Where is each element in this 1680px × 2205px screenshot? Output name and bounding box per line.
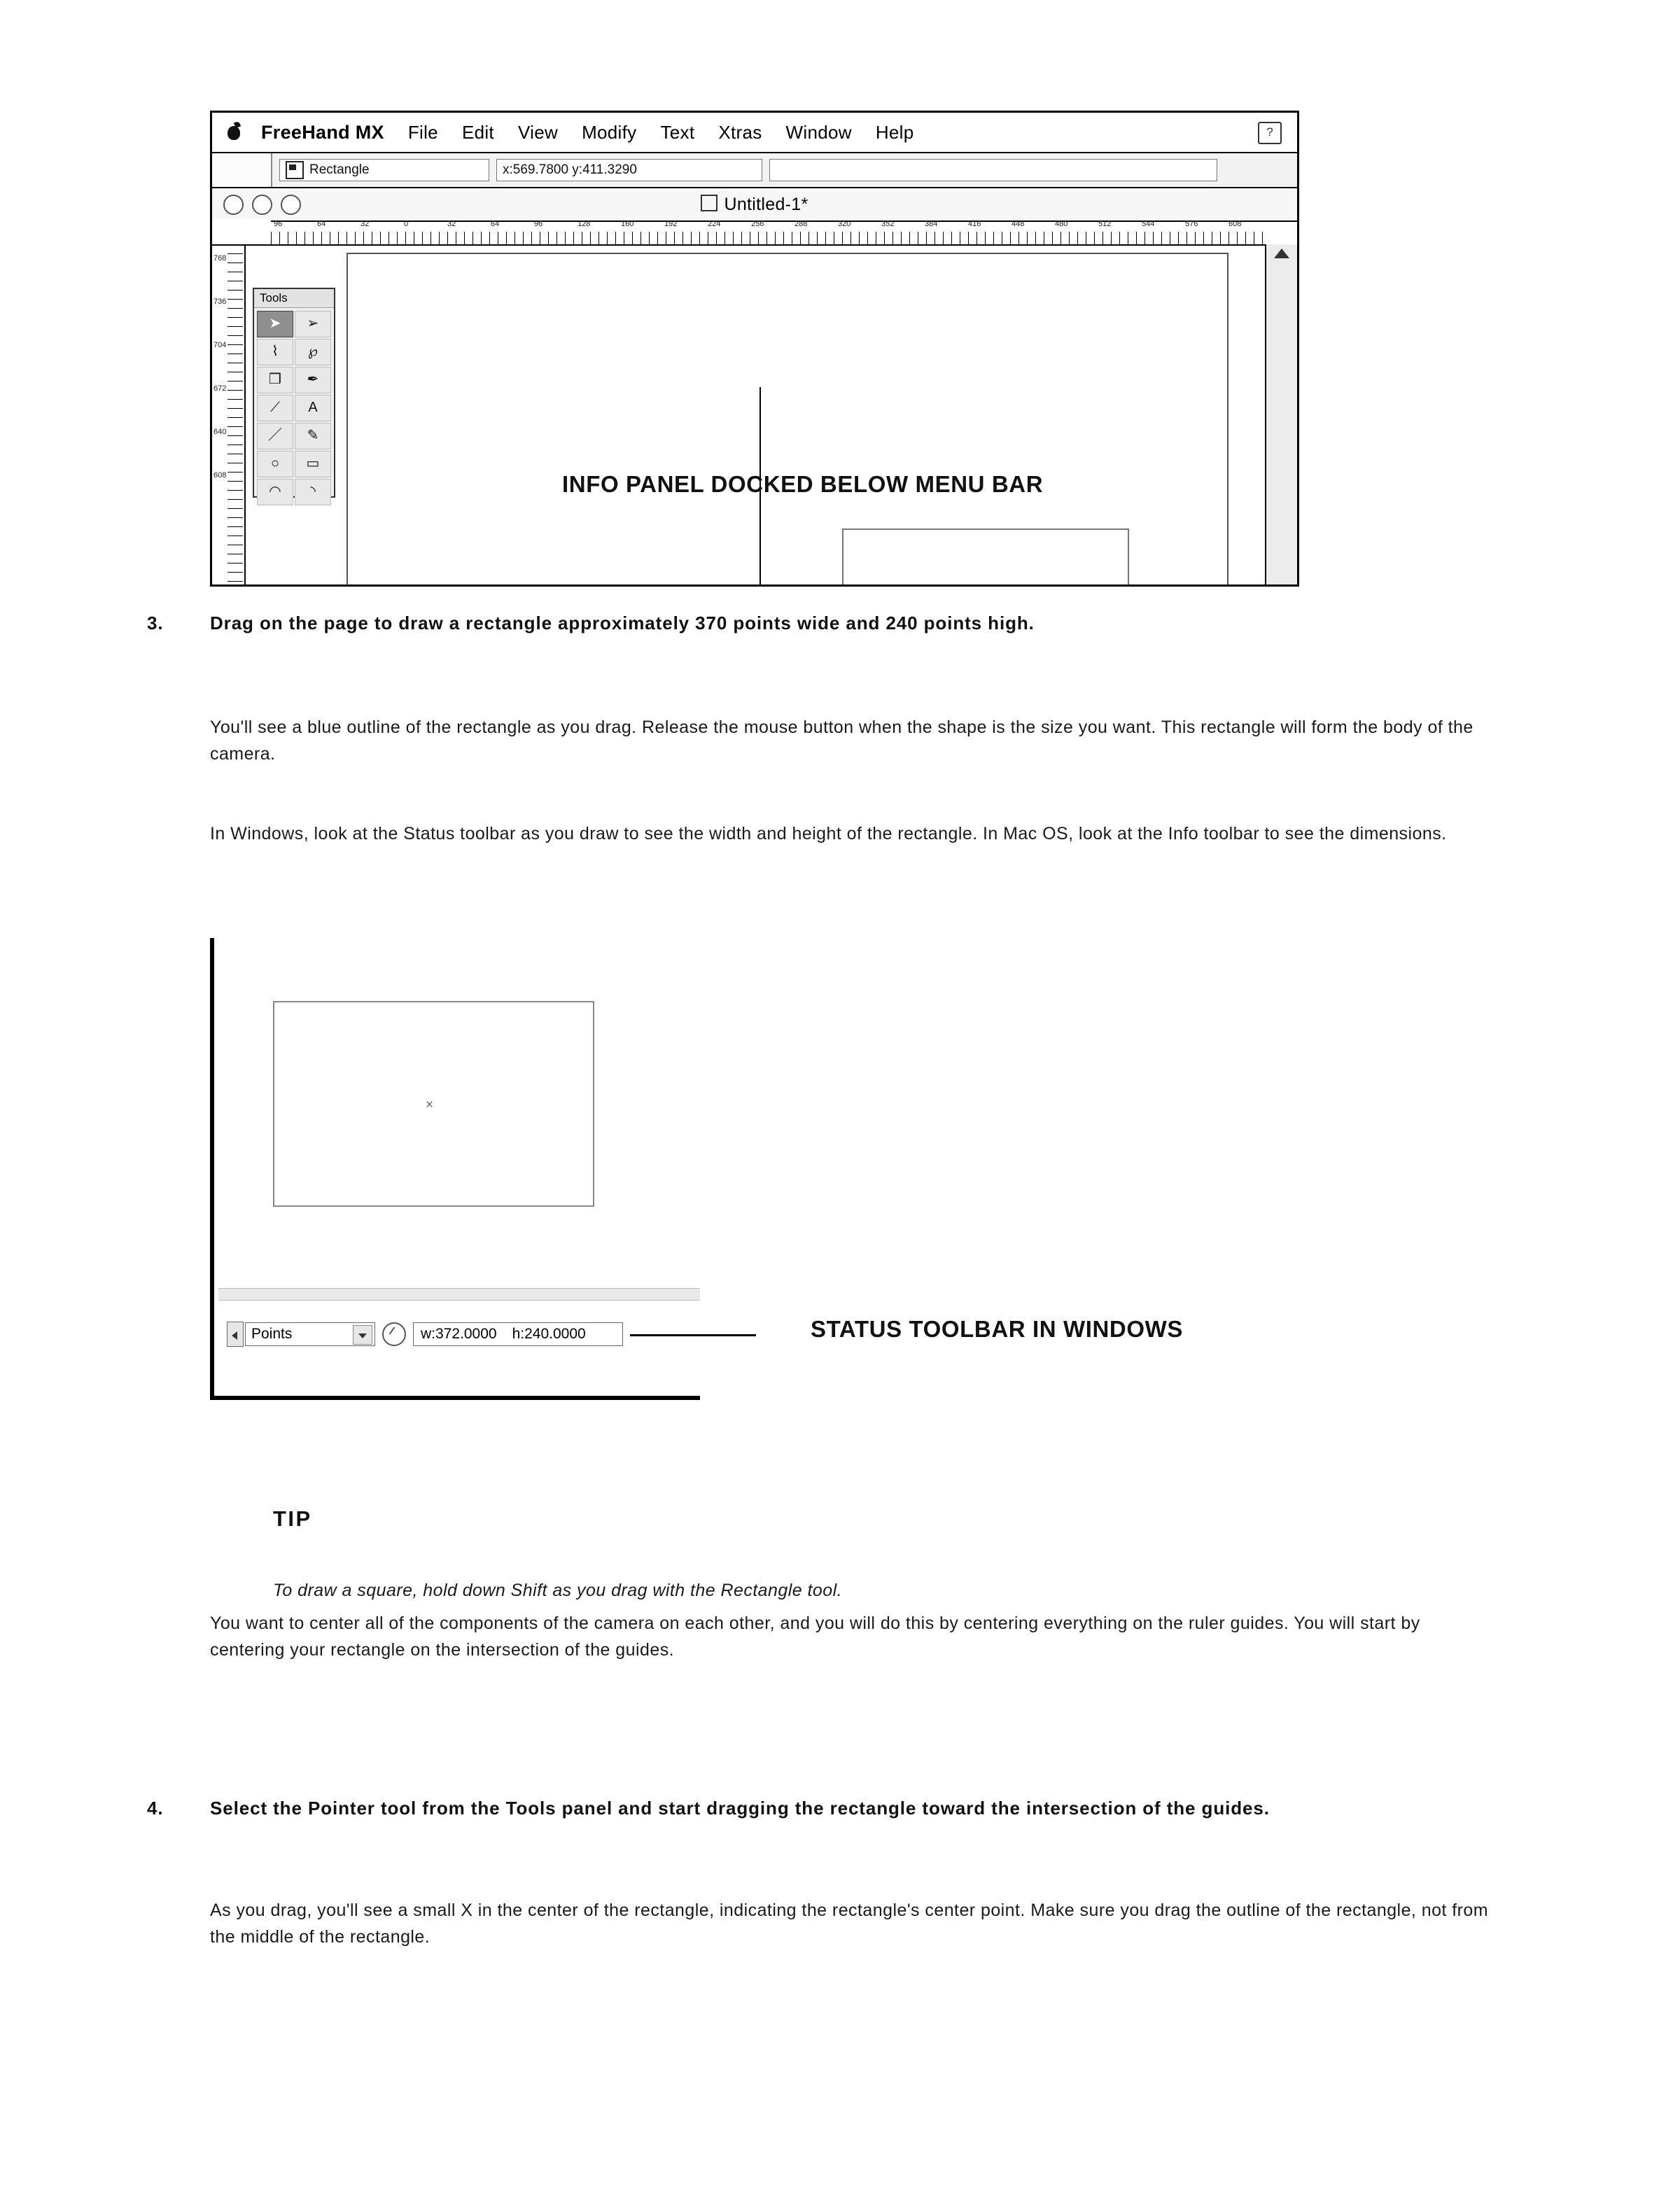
- menu-app-name: FreeHand MX: [261, 121, 384, 143]
- ruler-tick-label: 544: [1142, 220, 1155, 228]
- ruler-tick-label: 32: [360, 220, 370, 228]
- application-menu-bar: [212, 113, 1297, 153]
- figure2-drawn-rectangle[interactable]: [273, 1001, 594, 1207]
- units-select[interactable]: [245, 1322, 375, 1346]
- ruler-tick-label: 768: [214, 254, 227, 262]
- step-4-title: Select the Pointer tool from the Tools panel and start dragging the rectangle toward the intersection of the guides.: [210, 1798, 1270, 1819]
- ruler-tick-label: 608: [214, 471, 227, 479]
- status-toolbar[interactable]: [218, 1316, 700, 1352]
- ruler-tick-label: 224: [708, 220, 721, 228]
- drawn-rectangle[interactable]: [842, 528, 1129, 584]
- menu-item-modify[interactable]: Modify: [582, 121, 637, 143]
- horizontal-ruler[interactable]: [271, 219, 1266, 246]
- step-3: [147, 610, 1477, 637]
- step-3-paragraph-2: In Windows, look at the Status toolbar as you draw to see the width and height of the rectangle. In Mac OS, look at the Info toolbar to see the dimensions.: [210, 824, 1447, 844]
- tip-body-text: You want to center all of the components of the camera on each other, and you will do this by centering everything on the ruler guides. You will start by centering your rectangle on the intersection of the guides.: [210, 1614, 1420, 1660]
- ruler-tick-label: 320: [838, 220, 851, 228]
- figure2-callout-label: STATUS TOOLBAR IN WINDOWS: [811, 1316, 1183, 1342]
- ruler-tick-label: 640: [214, 428, 227, 436]
- ruler-tick-label: 32: [447, 220, 456, 228]
- ruler-tick-label: 64: [491, 220, 500, 228]
- line-tool-icon[interactable]: ／: [257, 423, 293, 449]
- ruler-tick-label: 96: [534, 220, 543, 228]
- ruler-tick-label: 0: [404, 220, 409, 228]
- ruler-tick-label: 672: [214, 384, 227, 393]
- document-canvas[interactable]: [340, 247, 1265, 584]
- apple-logo-icon: [225, 122, 243, 143]
- vertical-scrollbar[interactable]: [1265, 244, 1297, 584]
- pen-tool-icon[interactable]: ✎: [295, 423, 331, 449]
- menu-item-window[interactable]: Window: [785, 121, 852, 143]
- ruler-tick-label: 160: [621, 220, 634, 228]
- step-4-number: 4.: [147, 1798, 164, 1819]
- ruler-tick-label: 352: [881, 220, 895, 228]
- units-stepper-icon[interactable]: [227, 1322, 244, 1347]
- ruler-tick-label: 608: [1228, 220, 1242, 228]
- brush-tool-icon[interactable]: ✒: [295, 367, 331, 393]
- figure2-canvas: [218, 938, 700, 1292]
- scroll-up-arrow-icon[interactable]: [1274, 248, 1289, 258]
- lasso-tool-icon[interactable]: ⌇: [257, 339, 293, 365]
- figure1-callout-label: INFO PANEL DOCKED BELOW MENU BAR: [562, 471, 1044, 497]
- tip-italic-text: To draw a square, hold down Shift as you drag with the Rectangle tool.: [273, 1581, 842, 1600]
- ruler-tick-label: 288: [794, 220, 808, 228]
- step-3-number: 3.: [147, 612, 164, 634]
- info-object-field: [279, 159, 489, 181]
- menu-item-text[interactable]: Text: [660, 121, 695, 143]
- ruler-tick-label: 384: [925, 220, 938, 228]
- ruler-tick-label: 736: [214, 298, 227, 306]
- ruler-tick-label: 96: [274, 220, 283, 228]
- tools-panel[interactable]: [253, 288, 335, 498]
- info-extra-field: [769, 159, 1217, 181]
- menu-item-view[interactable]: View: [517, 121, 559, 143]
- tip-heading: TIP: [273, 1506, 312, 1531]
- text-tool-icon[interactable]: A: [295, 395, 331, 421]
- panel-drag-grip[interactable]: [212, 153, 272, 187]
- ruler-tick-label: 448: [1011, 220, 1025, 228]
- ruler-tick-label: 704: [214, 341, 227, 349]
- window-minimize-button[interactable]: [252, 195, 272, 215]
- arc-tool-icon[interactable]: ◝: [295, 479, 331, 505]
- window-close-button[interactable]: [223, 195, 244, 215]
- help-badge-icon[interactable]: ?: [1258, 122, 1282, 144]
- step-3-title: Drag on the page to draw a rectangle approximately 370 points wide and 240 points high.: [210, 612, 1035, 634]
- document-title-bar: [212, 188, 1297, 222]
- ruler-tick-label: 256: [751, 220, 764, 228]
- step-4: [147, 1795, 1477, 1822]
- ruler-gap: [244, 219, 271, 246]
- figure2-callout-line: [630, 1334, 756, 1336]
- ruler-tick-label: 416: [968, 220, 981, 228]
- figure2-panel-divider: [218, 1288, 700, 1301]
- rectangle-object-icon: [286, 161, 304, 179]
- tools-panel-title: Tools: [254, 289, 334, 308]
- ruler-tick-label: 480: [1055, 220, 1068, 228]
- subselect-tool-icon[interactable]: ➢: [295, 311, 331, 337]
- spiral-tool-icon[interactable]: ◠: [257, 479, 293, 505]
- menu-item-file[interactable]: File: [407, 121, 438, 143]
- menu-item-xtras[interactable]: Xtras: [718, 121, 762, 143]
- menu-item-edit[interactable]: Edit: [461, 121, 494, 143]
- height-readout: h:240.0000: [512, 1326, 586, 1342]
- window-zoom-button[interactable]: [281, 195, 301, 215]
- document-icon: [701, 195, 718, 211]
- tools-grid[interactable]: [254, 308, 334, 508]
- step-4-paragraph-1: As you drag, you'll see a small X in the center of the rectangle, indicating the rectangle's center point. Make sure you drag the outline of the rectangle, not from the middle of the rectangle.: [210, 1900, 1489, 1947]
- document-title: [701, 195, 808, 215]
- ruler-tick-label: 128: [578, 220, 591, 228]
- center-point-marker: ×: [426, 1098, 434, 1112]
- menu-item-help[interactable]: Help: [875, 121, 914, 143]
- figure-freehand-info-panel: [210, 111, 1299, 587]
- info-panel: [212, 153, 1297, 188]
- page-tool-icon[interactable]: ❒: [257, 367, 293, 393]
- ruler-tick-label: 576: [1185, 220, 1198, 228]
- rectangle-tool-icon[interactable]: ▭: [295, 451, 331, 477]
- info-coordinates-field: x:569.7800 y:411.3290: [496, 159, 762, 181]
- measure-tool-icon[interactable]: [382, 1322, 406, 1346]
- pointer-tool-icon[interactable]: ➤: [257, 311, 293, 337]
- document-title-text: Untitled-1*: [724, 194, 808, 214]
- ruler-tick-label: 64: [317, 220, 326, 228]
- vertical-ruler[interactable]: [212, 244, 246, 584]
- bezigon-tool-icon[interactable]: ⟋: [257, 395, 293, 421]
- window-controls[interactable]: [223, 195, 301, 215]
- info-object-label: Rectangle: [309, 162, 370, 177]
- horizontal-ruler-labels: [271, 219, 1266, 232]
- step-3-paragraph-1: You'll see a blue outline of the rectangle as you drag. Release the mouse button when the shape is the size you want. This rectangle will form the body of the camera.: [210, 718, 1474, 764]
- width-readout: w:372.0000: [421, 1326, 497, 1342]
- ruler-tick-label: 512: [1098, 220, 1112, 228]
- ruler-tick-label: 192: [664, 220, 678, 228]
- freeform-tool-icon[interactable]: ℘: [295, 339, 331, 365]
- ruler-corner: [212, 219, 246, 246]
- units-select-value: Points: [251, 1326, 293, 1342]
- figure-status-toolbar: [210, 938, 700, 1400]
- dimensions-readout: [413, 1322, 623, 1346]
- chevron-down-icon[interactable]: [353, 1325, 372, 1345]
- ellipse-tool-icon[interactable]: ○: [257, 451, 293, 477]
